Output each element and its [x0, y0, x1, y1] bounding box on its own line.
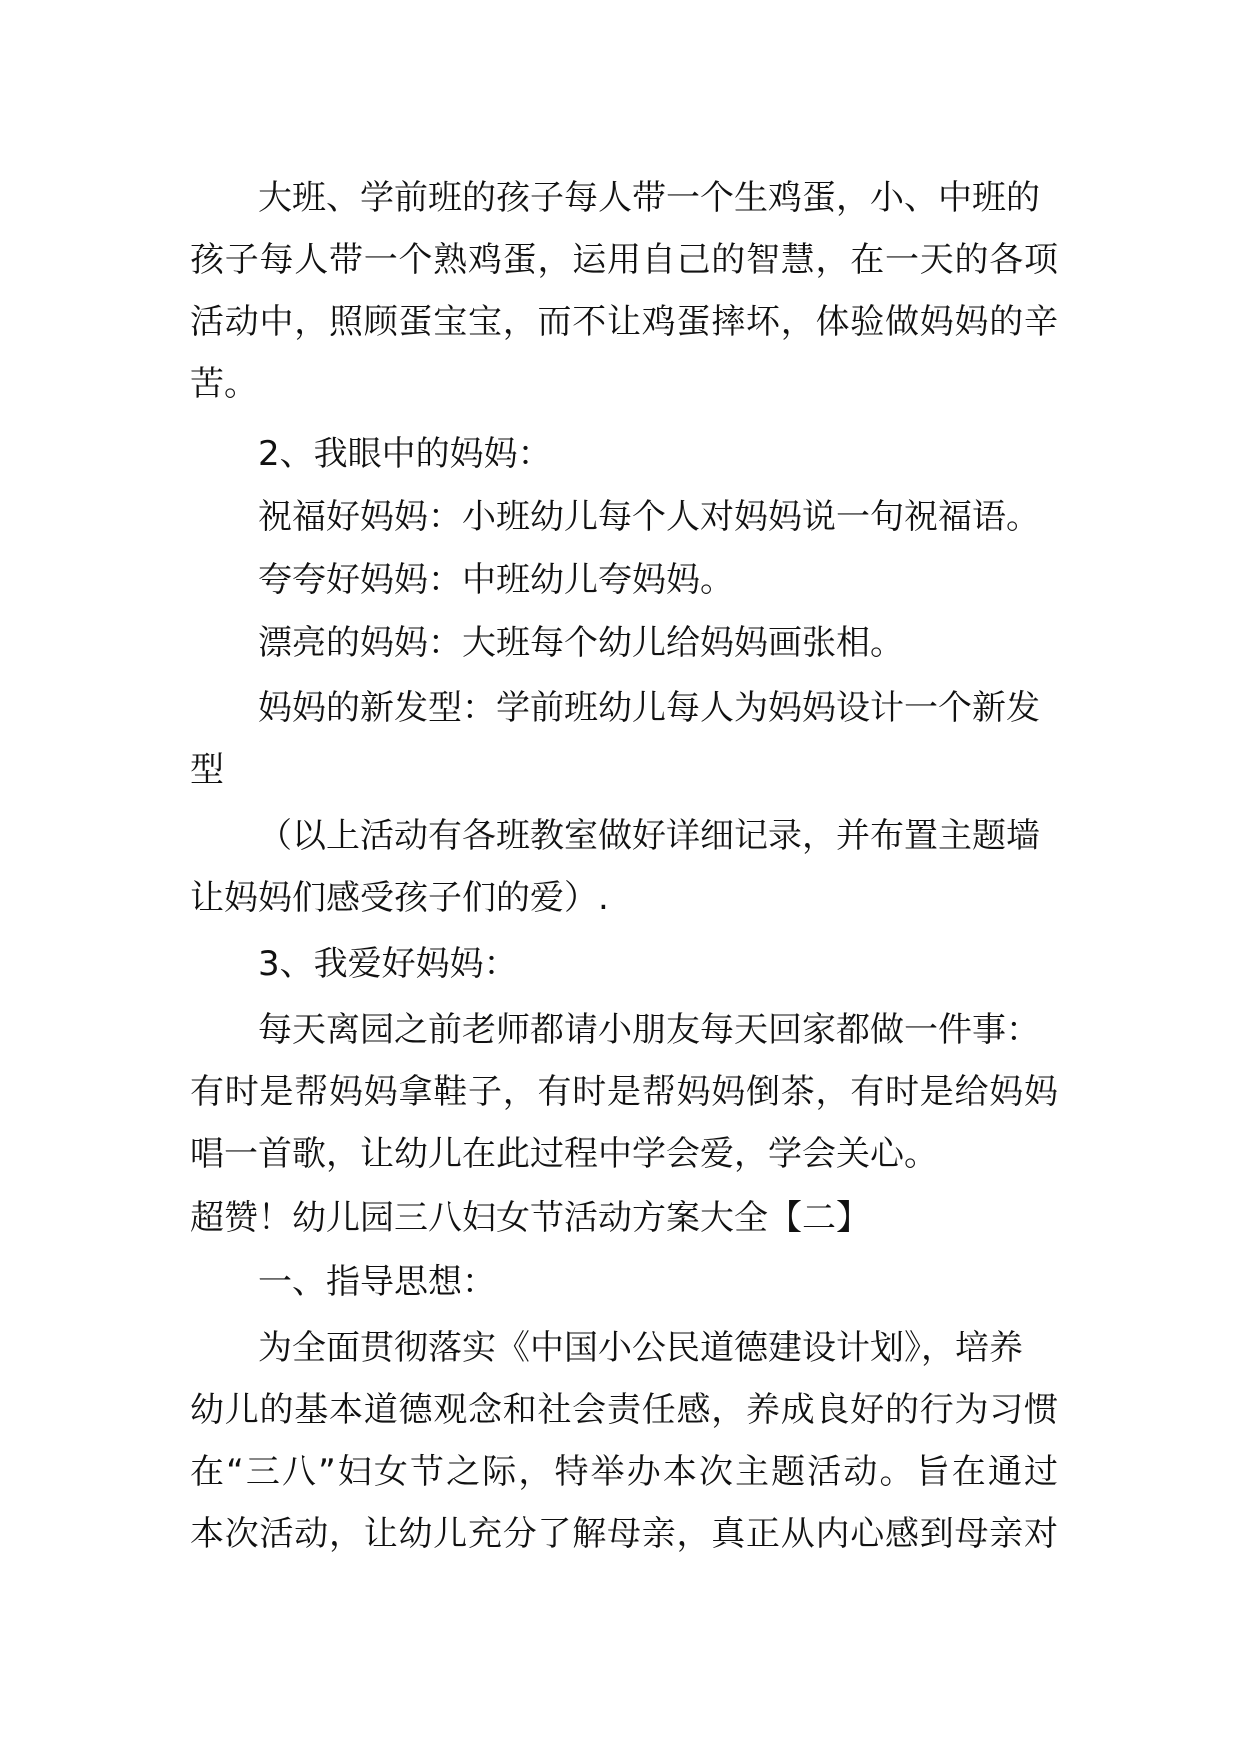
paragraph-line: 苦。 [190, 364, 258, 404]
paragraph-line: 在“三八”妇女节之际，特举办本次主题活动。旨在通过 [190, 1452, 1058, 1492]
paragraph-line: 每天离园之前老师都请小朋友每天回家都做一件事： [258, 1010, 1040, 1050]
paragraph-line: 夸夸好妈妈：中班幼儿夸妈妈。 [258, 560, 734, 600]
paragraph-line: 幼儿的基本道德观念和社会责任感，养成良好的行为习惯 [190, 1390, 1058, 1430]
paragraph-line: 有时是帮妈妈拿鞋子，有时是帮妈妈倒茶，有时是给妈妈 [190, 1072, 1058, 1112]
paragraph-line: 唱一首歌，让幼儿在此过程中学会爱，学会关心。 [190, 1134, 938, 1174]
paragraph-line: 祝福好妈妈：小班幼儿每个人对妈妈说一句祝福语。 [258, 497, 1040, 537]
paragraph-line: 让妈妈们感受孩子们的爱）. [190, 878, 609, 918]
paragraph-line: 孩子每人带一个熟鸡蛋，运用自己的智慧，在一天的各项 [190, 240, 1058, 280]
paragraph-line: 大班、学前班的孩子每人带一个生鸡蛋，小、中班的 [258, 178, 1040, 218]
section-heading: 3、我爱好妈妈： [258, 944, 518, 984]
paragraph-line: 为全面贯彻落实《中国小公民道德建设计划》，培养 [258, 1328, 1023, 1368]
section-heading: 一、指导思想： [258, 1262, 496, 1302]
paragraph-line: 妈妈的新发型：学前班幼儿每人为妈妈设计一个新发 [258, 688, 1040, 728]
section-heading: 2、我眼中的妈妈： [258, 434, 552, 474]
document-title: 超赞！幼儿园三八妇女节活动方案大全【二】 [190, 1198, 870, 1238]
paragraph-line: 型 [190, 750, 224, 790]
paragraph-line: （以上活动有各班教室做好详细记录，并布置主题墙 [258, 816, 1040, 856]
paragraph-line: 活动中，照顾蛋宝宝，而不让鸡蛋摔坏，体验做妈妈的辛 [190, 302, 1058, 342]
paragraph-line: 本次活动，让幼儿充分了解母亲，真正从内心感到母亲对 [190, 1514, 1058, 1554]
paragraph-line: 漂亮的妈妈：大班每个幼儿给妈妈画张相。 [258, 623, 904, 663]
